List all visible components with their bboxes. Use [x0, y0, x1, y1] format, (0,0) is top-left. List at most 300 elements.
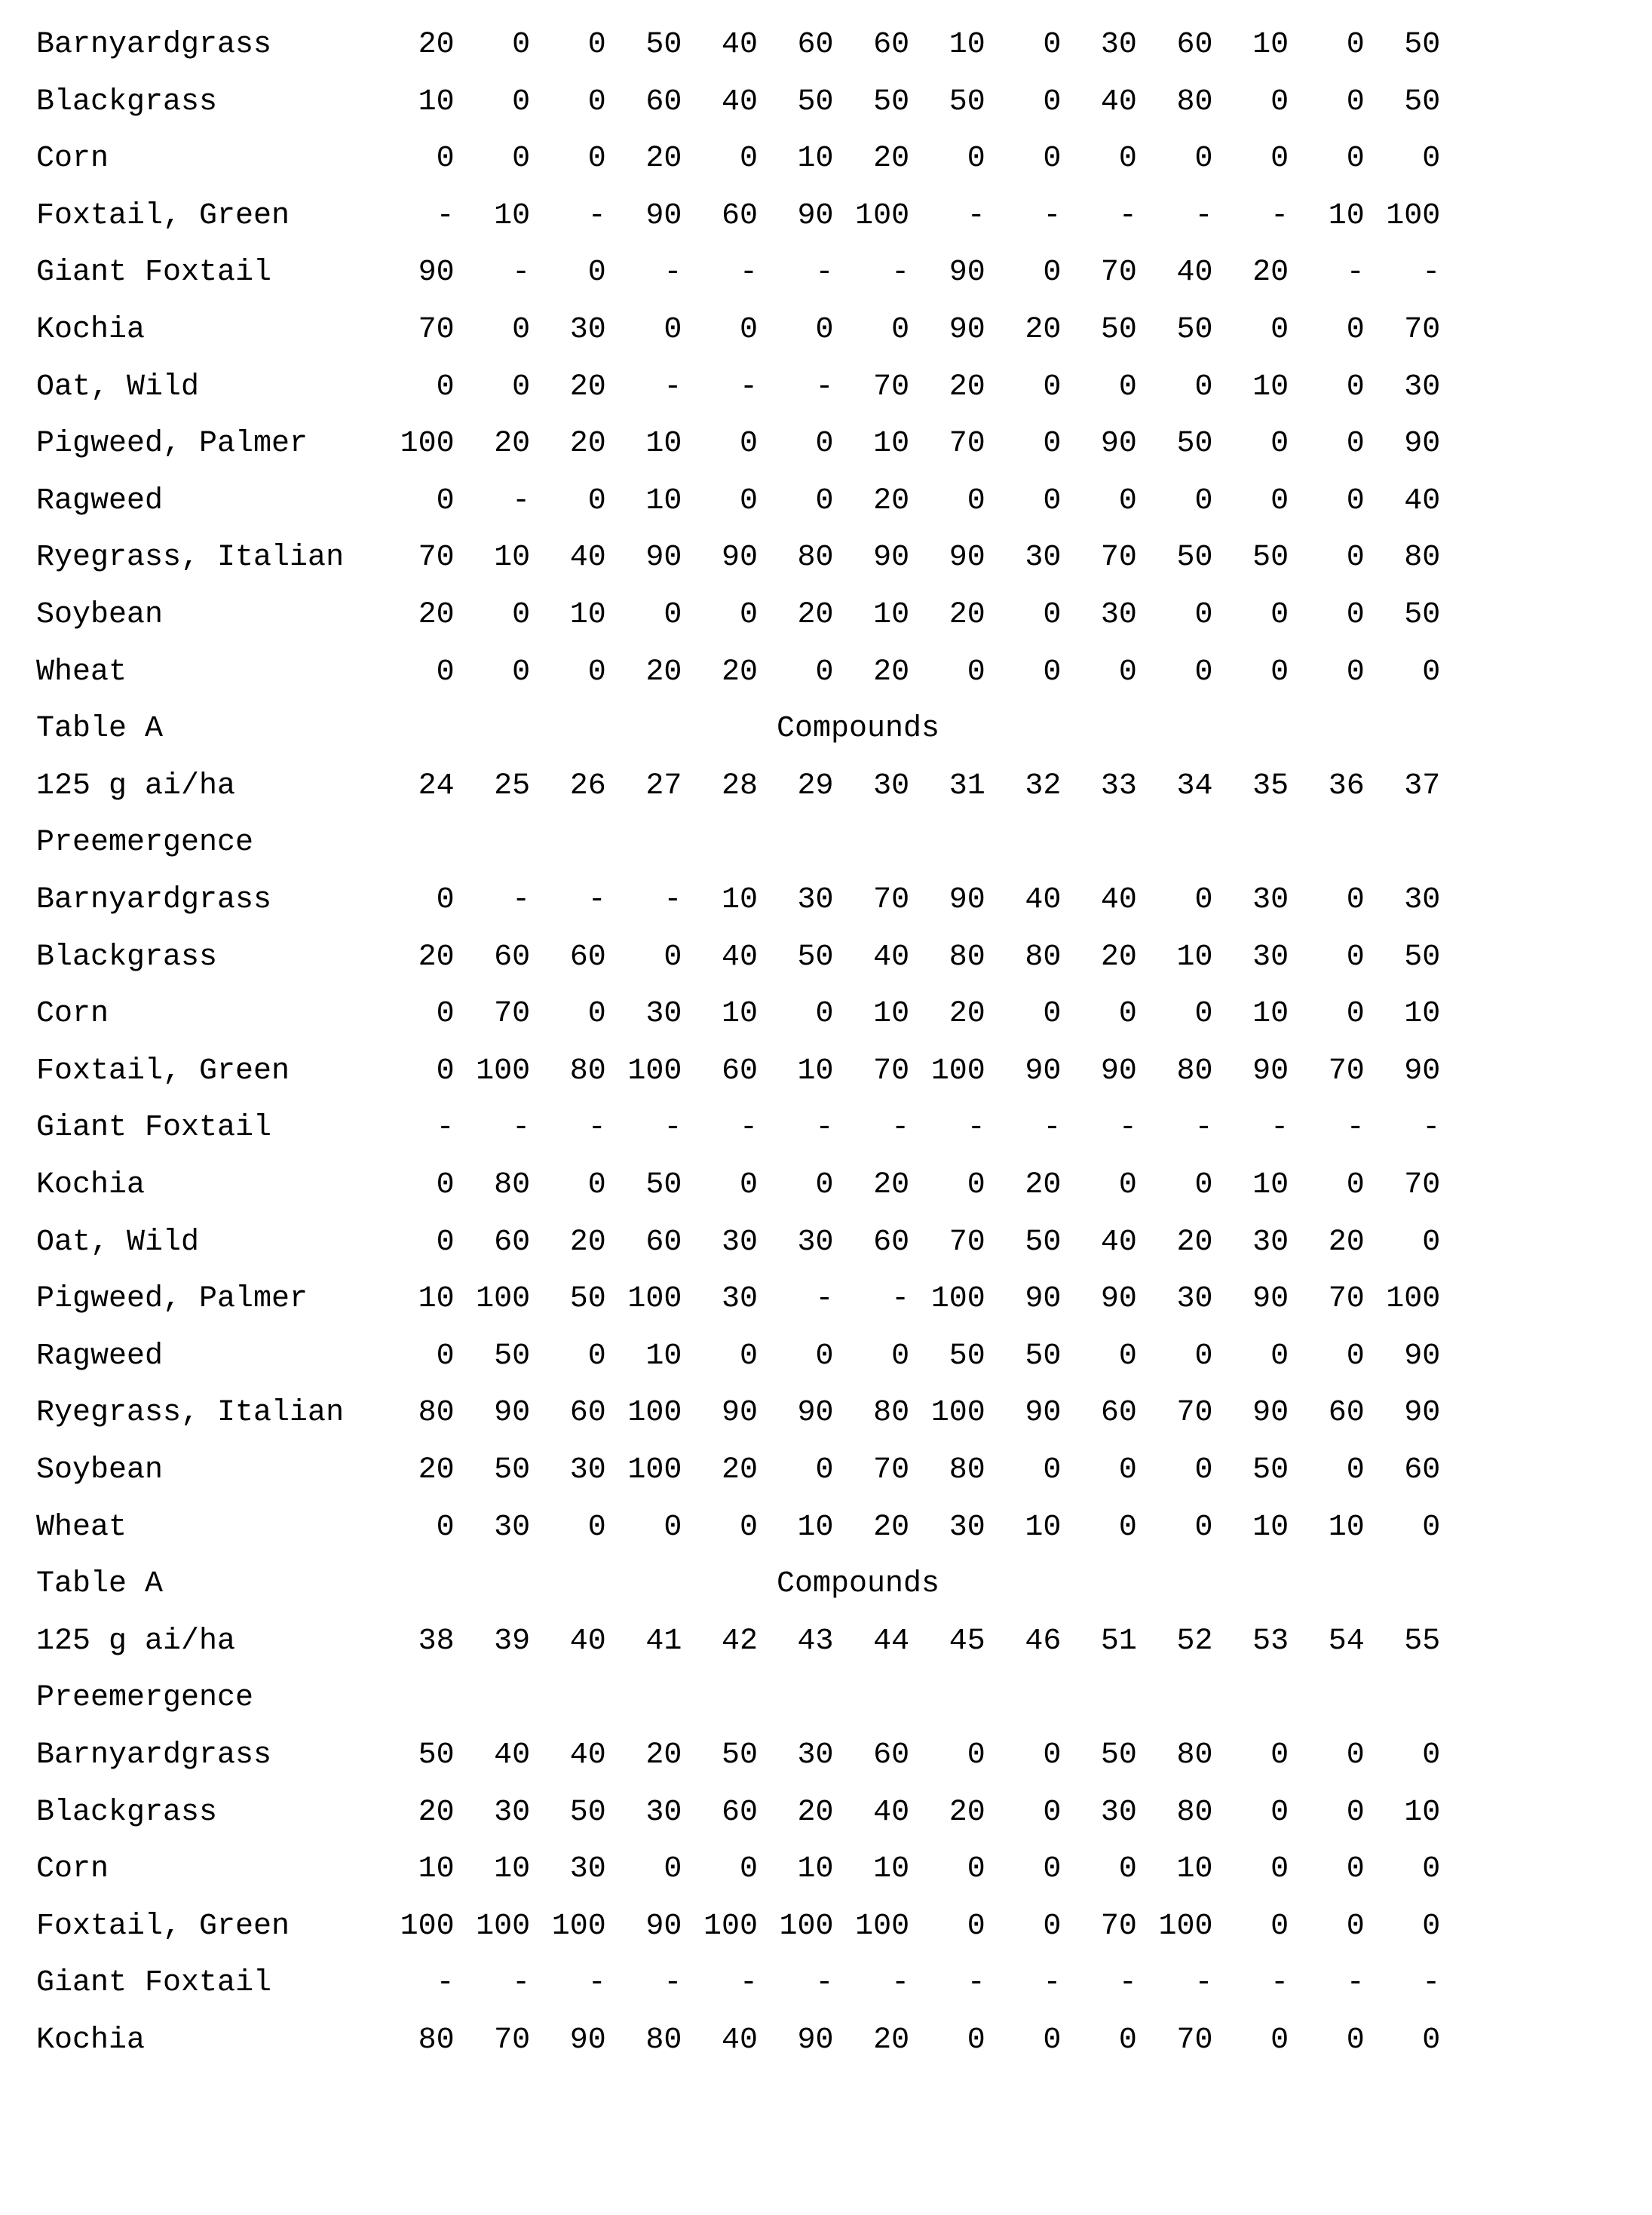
value-cell: 0	[1194, 598, 1213, 632]
value-cell: 0	[1270, 598, 1289, 632]
value-cell: -	[1043, 198, 1062, 233]
row-values	[379, 1499, 1443, 1556]
table-row	[0, 416, 1652, 472]
value-cell: 60	[569, 940, 606, 974]
value-cell: 20	[949, 598, 985, 632]
value-cell: 0	[512, 598, 531, 632]
value-cell: 0	[1194, 883, 1213, 917]
value-cell: -	[891, 1966, 910, 2001]
compounds-heading: Compounds	[777, 712, 940, 747]
value-cell: 20	[873, 1168, 910, 1202]
value-cell: 50	[1100, 313, 1137, 347]
value-cell: 0	[739, 1510, 758, 1545]
value-cell: 0	[1346, 541, 1365, 575]
value-cell: 50	[1404, 28, 1441, 62]
value-cell: 20	[418, 598, 455, 632]
value-cell: 90	[1252, 1396, 1289, 1431]
species-label: Giant Foxtail	[36, 256, 272, 290]
value-cell: 80	[1176, 1738, 1213, 1772]
value-cell: 10	[418, 1282, 455, 1317]
value-cell: 80	[418, 2023, 455, 2057]
row-values	[379, 1214, 1443, 1271]
value-cell: 0	[587, 28, 606, 62]
value-cell: 0	[1346, 1909, 1365, 1943]
value-cell: 50	[1404, 940, 1441, 974]
value-cell: 100	[930, 1054, 985, 1088]
value-cell: 60	[1176, 28, 1213, 62]
table-row	[0, 1784, 1652, 1841]
value-cell: -	[512, 1966, 531, 2001]
value-cell: 40	[721, 84, 758, 119]
table-row	[0, 872, 1652, 928]
value-cell: 80	[1176, 1054, 1213, 1088]
value-cell: -	[1270, 1111, 1289, 1146]
value-cell: 100	[1158, 1909, 1213, 1943]
mode-row	[0, 815, 1652, 871]
compound-number: 32	[1025, 769, 1062, 803]
value-cell: 0	[512, 370, 531, 404]
value-cell: 70	[949, 427, 985, 462]
value-cell: 20	[645, 142, 682, 176]
species-label: Kochia	[36, 2023, 146, 2057]
value-cell: -	[512, 256, 531, 290]
value-cell: -	[1346, 1111, 1365, 1146]
value-cell: 70	[873, 883, 910, 917]
value-cell: 0	[1043, 370, 1062, 404]
value-cell: 30	[1404, 883, 1441, 917]
value-cell: -	[587, 883, 606, 917]
value-cell: 40	[873, 940, 910, 974]
table-label: Table A	[36, 1567, 164, 1602]
value-cell: 50	[1176, 427, 1213, 462]
compound-number: 42	[721, 1624, 758, 1658]
value-cell: 30	[1176, 1282, 1213, 1317]
row-values	[379, 1385, 1443, 1441]
species-label: Foxtail, Green	[36, 1909, 290, 1943]
value-cell: -	[967, 1966, 985, 2001]
value-cell: 0	[1422, 2023, 1441, 2057]
compound-number: 37	[1404, 769, 1441, 803]
value-cell: -	[1270, 198, 1289, 233]
value-cell: 20	[873, 655, 910, 689]
value-cell: 100	[1386, 1282, 1441, 1317]
value-cell: 10	[721, 997, 758, 1032]
table-row	[0, 1727, 1652, 1784]
value-cell: 0	[1194, 1168, 1213, 1202]
value-cell: 20	[797, 1795, 834, 1830]
value-cell: 0	[436, 370, 455, 404]
value-cell: 70	[1100, 541, 1137, 575]
value-cell: -	[1346, 256, 1365, 290]
table-row	[0, 473, 1652, 529]
species-label: Oat, Wild	[36, 1225, 200, 1259]
table-row	[0, 1898, 1652, 1955]
value-cell: 90	[797, 198, 834, 233]
value-cell: 0	[1270, 1339, 1289, 1373]
value-cell: 40	[494, 1738, 531, 1772]
value-cell: 0	[967, 655, 985, 689]
value-cell: 0	[1346, 2023, 1365, 2057]
value-cell: 0	[1194, 483, 1213, 518]
value-cell: 60	[1100, 1396, 1137, 1431]
value-cell: 10	[1025, 1510, 1062, 1545]
value-cell: 20	[1252, 256, 1289, 290]
value-cell: 0	[1422, 1510, 1441, 1545]
value-cell: 0	[436, 142, 455, 176]
value-cell: -	[664, 1111, 682, 1146]
value-cell: 0	[1043, 1795, 1062, 1830]
table-row	[0, 2012, 1652, 2069]
table-row	[0, 130, 1652, 187]
species-label: Blackgrass	[36, 84, 218, 119]
value-cell: 80	[569, 1054, 606, 1088]
value-cell: 0	[1194, 1339, 1213, 1373]
value-cell: 70	[418, 313, 455, 347]
row-values	[379, 1442, 1443, 1499]
row-values	[379, 1043, 1443, 1100]
value-cell: 90	[569, 2023, 606, 2057]
value-cell: 90	[1100, 1282, 1137, 1317]
table-row	[0, 1157, 1652, 1213]
compound-number: 25	[494, 769, 531, 803]
value-cell: 0	[1118, 1510, 1137, 1545]
value-cell: 0	[1043, 655, 1062, 689]
row-values	[379, 17, 1443, 73]
mode-label: Preemergence	[36, 826, 254, 861]
value-cell: 80	[494, 1168, 531, 1202]
value-cell: 50	[721, 1738, 758, 1772]
value-cell: -	[664, 256, 682, 290]
species-label: Foxtail, Green	[36, 1054, 290, 1088]
value-cell: 10	[1252, 28, 1289, 62]
value-cell: 0	[1118, 655, 1137, 689]
value-cell: 0	[587, 1168, 606, 1202]
value-cell: 0	[967, 483, 985, 518]
value-cell: 10	[418, 1852, 455, 1887]
value-cell: -	[1118, 198, 1137, 233]
value-cell: 0	[1346, 883, 1365, 917]
value-cell: 80	[797, 541, 834, 575]
value-cell: -	[664, 883, 682, 917]
table-row	[0, 1841, 1652, 1897]
value-cell: -	[739, 1111, 758, 1146]
value-cell: 30	[1100, 598, 1137, 632]
value-cell: 0	[1422, 1225, 1441, 1259]
value-cell: 0	[1346, 1168, 1365, 1202]
value-cell: 20	[569, 1225, 606, 1259]
value-cell: 20	[721, 1453, 758, 1487]
value-cell: 30	[569, 1852, 606, 1887]
value-cell: 20	[418, 1453, 455, 1487]
value-cell: 40	[1404, 483, 1441, 518]
value-cell: -	[587, 1111, 606, 1146]
value-cell: 100	[627, 1054, 682, 1088]
value-cell: 90	[797, 1396, 834, 1431]
value-cell: 40	[1176, 256, 1213, 290]
value-cell: 80	[949, 940, 985, 974]
value-cell: 0	[664, 1510, 682, 1545]
species-label: Wheat	[36, 1510, 127, 1545]
table-row	[0, 1442, 1652, 1499]
mode-row	[0, 1670, 1652, 1726]
value-cell: 0	[967, 1738, 985, 1772]
value-cell: 0	[1346, 598, 1365, 632]
value-cell: 10	[1404, 1795, 1441, 1830]
value-cell: 20	[873, 2023, 910, 2057]
value-cell: 70	[1176, 2023, 1213, 2057]
value-cell: -	[815, 1966, 834, 2001]
value-cell: -	[1346, 1966, 1365, 2001]
value-cell: 50	[873, 84, 910, 119]
value-cell: 0	[1422, 1852, 1441, 1887]
species-label: Barnyardgrass	[36, 1738, 272, 1772]
value-cell: -	[739, 1966, 758, 2001]
value-cell: 100	[400, 427, 455, 462]
compound-number: 43	[797, 1624, 834, 1658]
value-cell: 20	[873, 1510, 910, 1545]
value-cell: 20	[1025, 1168, 1062, 1202]
value-cell: 70	[1404, 313, 1441, 347]
value-cell: 0	[967, 1909, 985, 1943]
value-cell: -	[512, 483, 531, 518]
value-cell: 20	[873, 142, 910, 176]
value-cell: 60	[721, 1054, 758, 1088]
value-cell: 0	[967, 142, 985, 176]
value-cell: 50	[949, 84, 985, 119]
table-row	[0, 74, 1652, 130]
value-cell: 70	[418, 541, 455, 575]
table-row	[0, 17, 1652, 73]
value-cell: 0	[1043, 483, 1062, 518]
table-title-row	[0, 701, 1652, 757]
compound-number: 44	[873, 1624, 910, 1658]
compound-number: 41	[645, 1624, 682, 1658]
table-row	[0, 1385, 1652, 1441]
value-cell: -	[1043, 1966, 1062, 2001]
value-cell: 10	[494, 198, 531, 233]
value-cell: 0	[1270, 1852, 1289, 1887]
table-row	[0, 929, 1652, 986]
table-row	[0, 587, 1652, 643]
value-cell: 100	[930, 1282, 985, 1317]
compound-number: 29	[797, 769, 834, 803]
table-row	[0, 986, 1652, 1042]
row-values	[379, 1328, 1443, 1385]
row-values	[379, 986, 1443, 1042]
value-cell: 0	[1118, 1168, 1137, 1202]
value-cell: 0	[1118, 142, 1137, 176]
value-cell: 60	[873, 1738, 910, 1772]
value-cell: 0	[1043, 142, 1062, 176]
value-cell: 10	[797, 1054, 834, 1088]
value-cell: 30	[1252, 940, 1289, 974]
value-cell: 60	[797, 28, 834, 62]
value-cell: 80	[1404, 541, 1441, 575]
value-cell: 30	[1252, 883, 1289, 917]
value-cell: -	[1194, 1966, 1213, 2001]
value-cell: 0	[1270, 655, 1289, 689]
compound-number: 38	[418, 1624, 455, 1658]
row-values	[379, 359, 1443, 416]
value-cell: -	[739, 370, 758, 404]
value-cell: 0	[1194, 1510, 1213, 1545]
table-row	[0, 302, 1652, 358]
compound-number: 51	[1100, 1624, 1137, 1658]
value-cell: 90	[721, 541, 758, 575]
value-cell: 80	[1025, 940, 1062, 974]
value-cell: 90	[645, 1909, 682, 1943]
table-row	[0, 1214, 1652, 1271]
value-cell: 0	[1043, 1738, 1062, 1772]
value-cell: 70	[1404, 1168, 1441, 1202]
compound-numbers	[379, 1613, 1443, 1670]
species-label: Pigweed, Palmer	[36, 1282, 308, 1317]
value-cell: -	[1118, 1966, 1137, 2001]
value-cell: 0	[891, 313, 910, 347]
value-cell: 0	[739, 1168, 758, 1202]
row-values	[379, 188, 1443, 244]
compound-number: 34	[1176, 769, 1213, 803]
compound-number: 46	[1025, 1624, 1062, 1658]
value-cell: 0	[1346, 1453, 1365, 1487]
rate-label: 125 g ai/ha	[36, 769, 236, 803]
value-cell: 10	[1252, 1168, 1289, 1202]
value-cell: 0	[436, 997, 455, 1032]
value-cell: 50	[1025, 1225, 1062, 1259]
value-cell: 90	[1025, 1282, 1062, 1317]
row-values	[379, 587, 1443, 643]
value-cell: 20	[1100, 940, 1137, 974]
value-cell: 90	[1404, 1339, 1441, 1373]
value-cell: 30	[645, 1795, 682, 1830]
value-cell: 0	[739, 142, 758, 176]
compound-number: 54	[1328, 1624, 1365, 1658]
compound-header-row	[0, 758, 1652, 815]
value-cell: 0	[587, 1339, 606, 1373]
value-cell: 90	[645, 198, 682, 233]
value-cell: 70	[873, 1054, 910, 1088]
value-cell: 40	[873, 1795, 910, 1830]
species-label: Giant Foxtail	[36, 1966, 272, 2001]
value-cell: 0	[739, 427, 758, 462]
value-cell: 20	[721, 655, 758, 689]
row-values	[379, 473, 1443, 529]
value-cell: 80	[1176, 84, 1213, 119]
value-cell: 50	[418, 1738, 455, 1772]
value-cell: 40	[569, 1738, 606, 1772]
value-cell: 0	[891, 1339, 910, 1373]
value-cell: -	[436, 1966, 455, 2001]
value-cell: 0	[1346, 940, 1365, 974]
species-label: Pigweed, Palmer	[36, 427, 308, 462]
value-cell: -	[1270, 1966, 1289, 2001]
value-cell: 10	[949, 28, 985, 62]
species-label: Wheat	[36, 655, 127, 689]
value-cell: 0	[1346, 655, 1365, 689]
value-cell: 0	[815, 313, 834, 347]
value-cell: 10	[1252, 997, 1289, 1032]
value-cell: 100	[476, 1282, 531, 1317]
value-cell: 0	[1346, 142, 1365, 176]
value-cell: 30	[1100, 28, 1137, 62]
value-cell: 0	[1270, 427, 1289, 462]
value-cell: 0	[1118, 1453, 1137, 1487]
value-cell: 0	[664, 940, 682, 974]
species-label: Corn	[36, 142, 109, 176]
value-cell: 60	[721, 1795, 758, 1830]
value-cell: -	[587, 1966, 606, 2001]
table-row	[0, 188, 1652, 244]
value-cell: 90	[1025, 1054, 1062, 1088]
value-cell: 20	[797, 598, 834, 632]
value-cell: -	[1194, 1111, 1213, 1146]
value-cell: 100	[400, 1909, 455, 1943]
table-row	[0, 1043, 1652, 1100]
value-cell: 60	[1328, 1396, 1365, 1431]
value-cell: 10	[1176, 940, 1213, 974]
value-cell: 60	[1404, 1453, 1441, 1487]
value-cell: 0	[815, 655, 834, 689]
value-cell: 60	[873, 1225, 910, 1259]
value-cell: 50	[494, 1453, 531, 1487]
value-cell: 20	[569, 370, 606, 404]
value-cell: 40	[721, 2023, 758, 2057]
row-values	[379, 1841, 1443, 1897]
value-cell: 0	[967, 1852, 985, 1887]
value-cell: 0	[1346, 84, 1365, 119]
value-cell: 0	[815, 1168, 834, 1202]
species-label: Blackgrass	[36, 1795, 218, 1830]
table-row	[0, 1955, 1652, 2011]
value-cell: 90	[949, 883, 985, 917]
compound-number: 36	[1328, 769, 1365, 803]
value-cell: 0	[1270, 84, 1289, 119]
value-cell: 0	[815, 1453, 834, 1487]
value-cell: -	[815, 370, 834, 404]
value-cell: 20	[418, 940, 455, 974]
compounds-heading: Compounds	[777, 1567, 940, 1602]
value-cell: 0	[815, 483, 834, 518]
compound-numbers	[379, 758, 1443, 815]
row-values	[379, 529, 1443, 586]
value-cell: 20	[1176, 1225, 1213, 1259]
value-cell: 0	[587, 256, 606, 290]
value-cell: 10	[1252, 1510, 1289, 1545]
value-cell: 0	[1346, 1339, 1365, 1373]
row-values	[379, 416, 1443, 472]
value-cell: 70	[949, 1225, 985, 1259]
value-cell: -	[1422, 1111, 1441, 1146]
value-cell: 80	[645, 2023, 682, 2057]
value-cell: 20	[1328, 1225, 1365, 1259]
compound-number: 28	[721, 769, 758, 803]
value-cell: 0	[436, 1225, 455, 1259]
compound-number: 30	[873, 769, 910, 803]
value-cell: 100	[627, 1282, 682, 1317]
value-cell: 50	[569, 1795, 606, 1830]
value-cell: 0	[436, 1510, 455, 1545]
table-row	[0, 529, 1652, 586]
value-cell: 0	[1346, 427, 1365, 462]
value-cell: 90	[1252, 1054, 1289, 1088]
species-label: Corn	[36, 997, 109, 1032]
value-cell: 0	[1118, 483, 1137, 518]
value-cell: 50	[569, 1282, 606, 1317]
value-cell: -	[967, 1111, 985, 1146]
value-cell: 50	[797, 84, 834, 119]
value-cell: 0	[664, 1852, 682, 1887]
value-cell: 80	[949, 1453, 985, 1487]
